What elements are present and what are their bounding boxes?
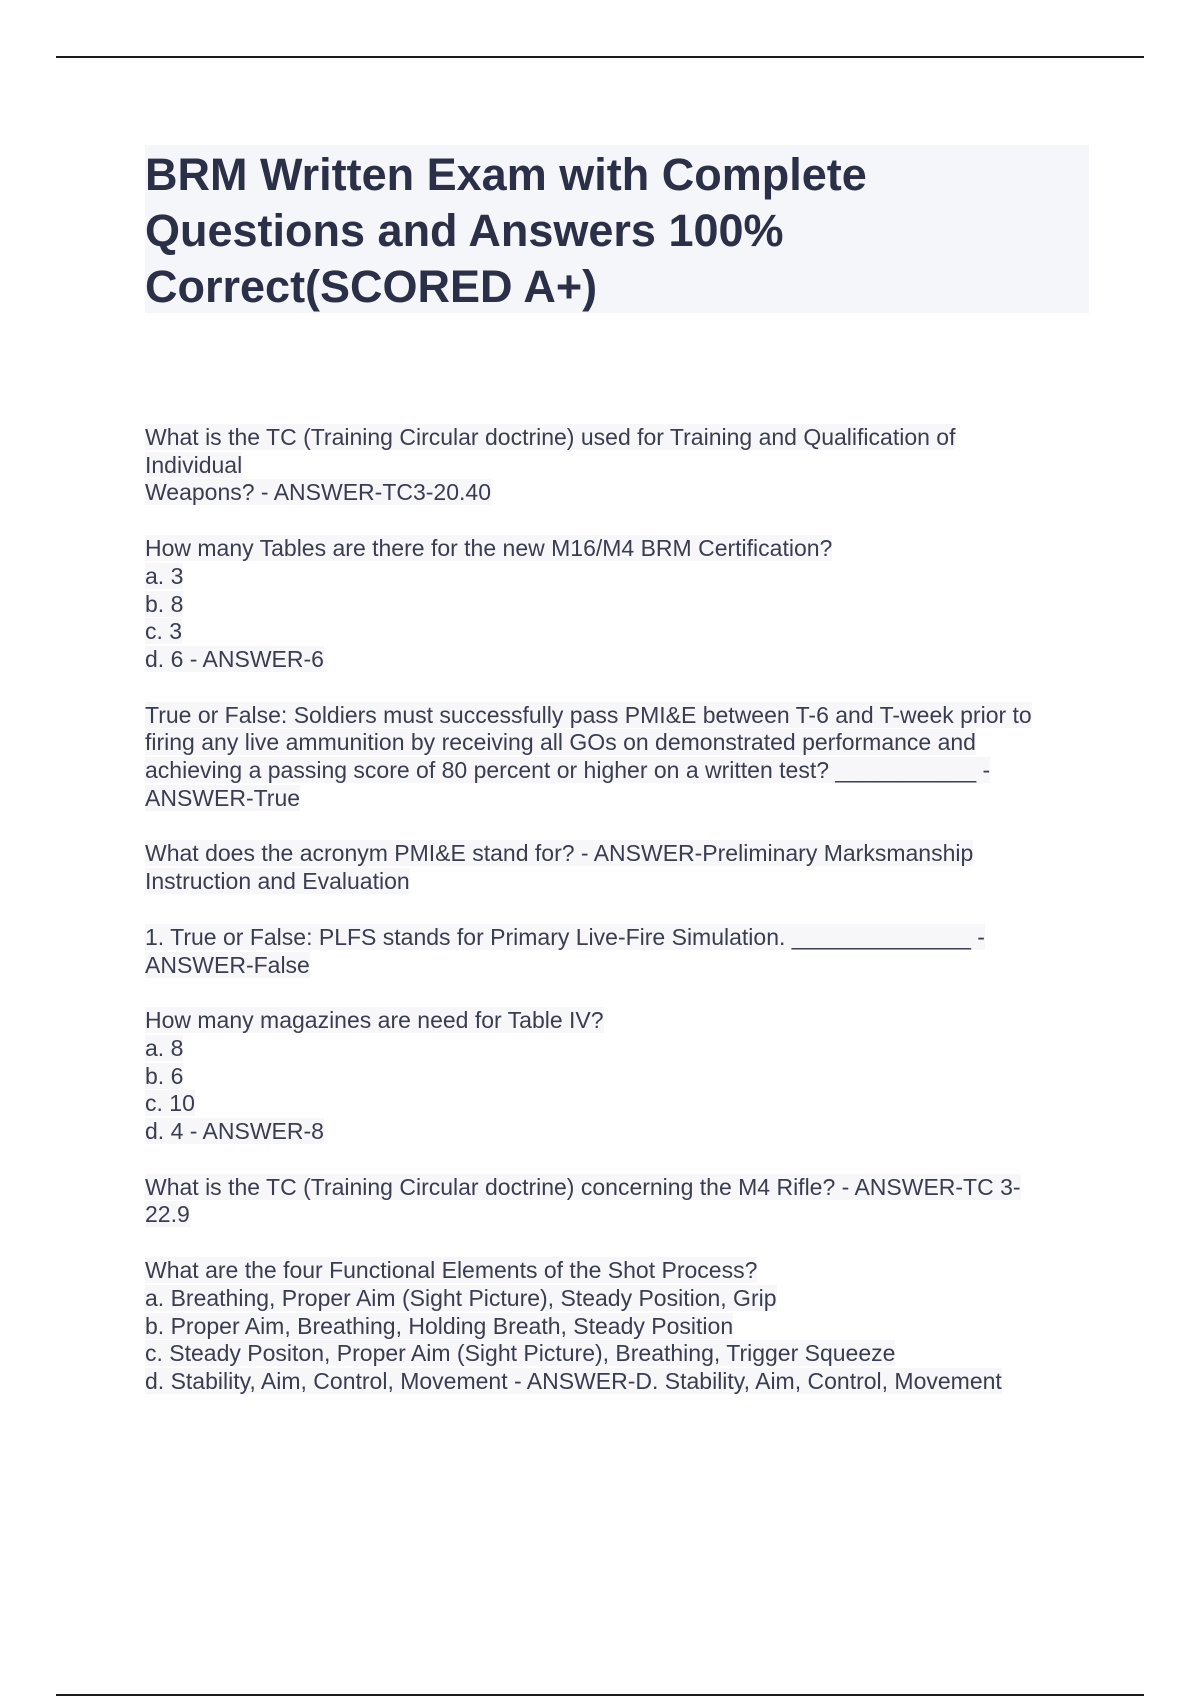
qa-line: How many magazines are need for Table IV? bbox=[145, 1007, 604, 1034]
qa-line: b. Proper Aim, Breathing, Holding Breath, Steady Position bbox=[145, 1312, 734, 1339]
qa-line: What does the acronym PMI&E stand for? - ANSWER-Preliminary Marksmanship bbox=[145, 840, 974, 867]
qa-list bbox=[145, 424, 1105, 1424]
qa-line: a. 8 bbox=[145, 1034, 184, 1061]
qa-line: Individual bbox=[145, 451, 243, 478]
qa-line: b. 8 bbox=[145, 590, 184, 617]
qa-item bbox=[145, 424, 1105, 507]
document-title bbox=[145, 145, 1089, 313]
qa-line: 1. True or False: PLFS stands for Primary Live-Fire Simulation. ______________ - bbox=[145, 923, 985, 950]
qa-item bbox=[145, 702, 1105, 813]
qa-line: achieving a passing score of 80 percent or higher on a written test? ___________ - bbox=[145, 757, 991, 784]
qa-line: What is the TC (Training Circular doctrine) used for Training and Qualification of bbox=[145, 424, 956, 450]
qa-line: How many Tables are there for the new M16/M4 BRM Certification? bbox=[145, 535, 833, 562]
qa-line: c. 3 bbox=[145, 618, 183, 645]
qa-line: firing any live ammunition by receiving all GOs on demonstrated performance and bbox=[145, 729, 976, 756]
qa-line: 22.9 bbox=[145, 1201, 190, 1228]
qa-item bbox=[145, 924, 1105, 979]
title-line: Correct(SCORED A+) bbox=[145, 261, 598, 312]
qa-line: d. 4 - ANSWER-8 bbox=[145, 1118, 324, 1145]
qa-item bbox=[145, 1257, 1105, 1396]
qa-line: d. Stability, Aim, Control, Movement - ANSWER-D. Stability, Aim, Control, Movement bbox=[145, 1367, 1002, 1394]
title-line: Questions and Answers 100% bbox=[145, 205, 784, 256]
top-rule bbox=[56, 56, 1144, 58]
qa-line: ANSWER-False bbox=[145, 951, 310, 978]
qa-line: c. Steady Positon, Proper Aim (Sight Picture), Breathing, Trigger Squeeze bbox=[145, 1340, 896, 1367]
qa-line: What is the TC (Training Circular doctrine) concerning the M4 Rifle? - ANSWER-TC 3- bbox=[145, 1173, 1021, 1200]
title-line: BRM Written Exam with Complete bbox=[145, 149, 867, 200]
qa-line: True or False: Soldiers must successfully pass PMI&E between T-6 and T-week prior to bbox=[145, 701, 1032, 728]
qa-item bbox=[145, 840, 1105, 895]
qa-item bbox=[145, 535, 1105, 674]
qa-line: Weapons? - ANSWER-TC3-20.40 bbox=[145, 479, 491, 506]
qa-line: b. 6 bbox=[145, 1062, 184, 1089]
qa-line: c. 10 bbox=[145, 1090, 195, 1117]
qa-line: a. Breathing, Proper Aim (Sight Picture), Steady Position, Grip bbox=[145, 1284, 777, 1311]
qa-line: ANSWER-True bbox=[145, 784, 301, 811]
qa-line: a. 3 bbox=[145, 562, 184, 589]
qa-line: d. 6 - ANSWER-6 bbox=[145, 645, 324, 672]
qa-line: Instruction and Evaluation bbox=[145, 868, 410, 895]
bottom-rule bbox=[56, 1694, 1144, 1696]
qa-item bbox=[145, 1174, 1105, 1229]
qa-line: What are the four Functional Elements of the Shot Process? bbox=[145, 1257, 758, 1284]
qa-item bbox=[145, 1007, 1105, 1146]
